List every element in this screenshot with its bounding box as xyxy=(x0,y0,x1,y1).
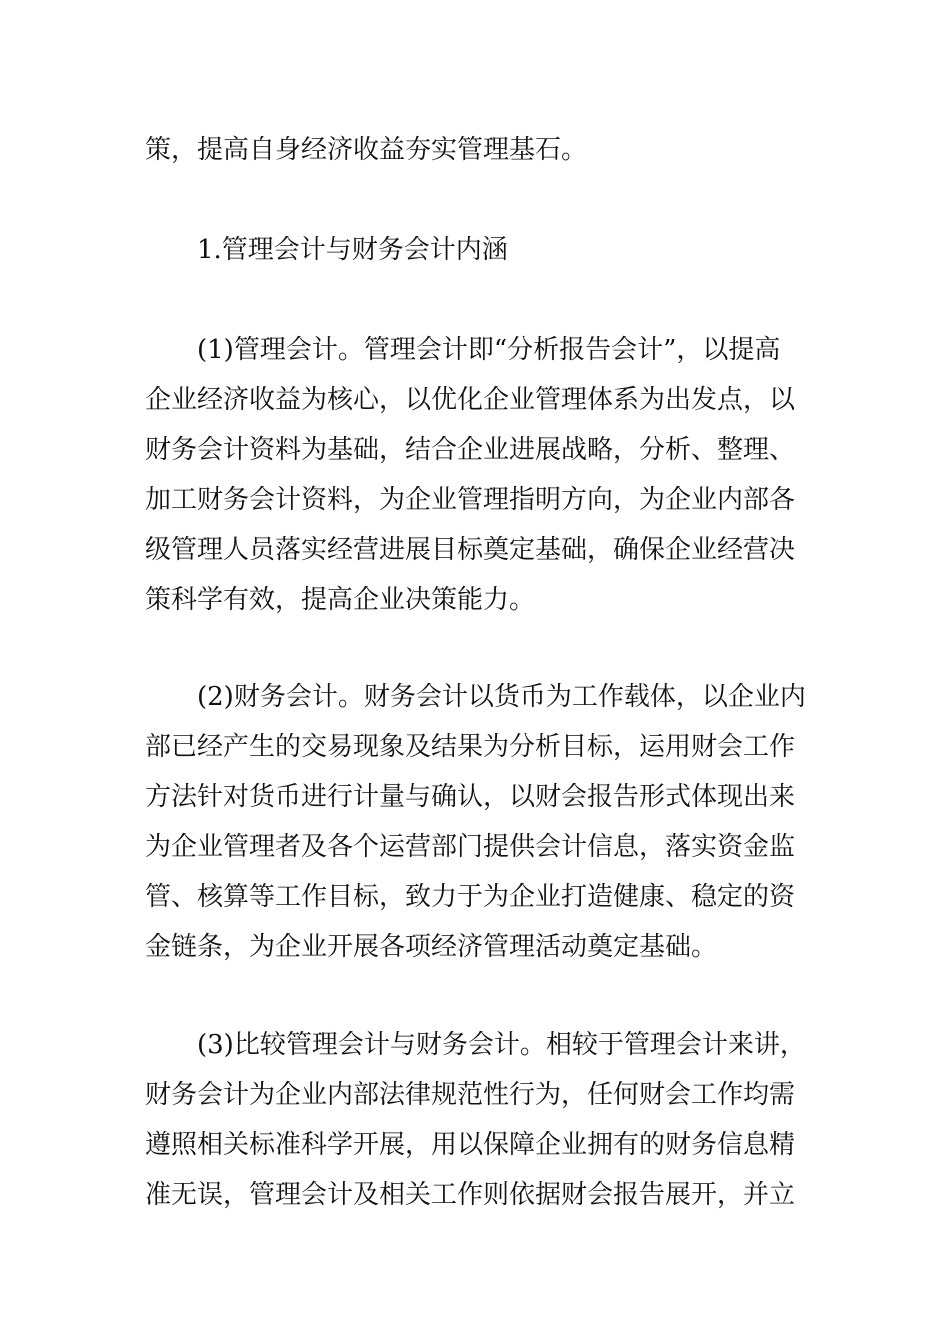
paragraph-line: (1)管理会计。管理会计即“分析报告会计”，以提高 xyxy=(197,335,781,365)
paragraph-line: 部已经产生的交易现象及结果为分析目标，运用财会工作 xyxy=(145,732,796,762)
paragraph-line: 为企业管理者及各个运营部门提供会计信息，落实资金监 xyxy=(145,832,796,862)
paragraph-line: 加工财务会计资料，为企业管理指明方向，为企业内部各 xyxy=(145,485,796,515)
paragraph-line: 准无误，管理会计及相关工作则依据财会报告展开，并立 xyxy=(145,1180,796,1210)
paragraph-line: 策科学有效，提高企业决策能力。 xyxy=(145,585,536,615)
paragraph-line: 企业经济收益为核心，以优化企业管理体系为出发点，以 xyxy=(145,385,796,415)
paragraph-line: 方法针对货币进行计量与确认，以财会报告形式体现出来 xyxy=(145,782,796,812)
paragraph-line: (2)财务会计。财务会计以货币为工作载体，以企业内 xyxy=(197,682,806,712)
paragraph-line: 遵照相关标准科学开展，用以保障企业拥有的财务信息精 xyxy=(145,1130,796,1160)
paragraph-line: 金链条，为企业开展各项经济管理活动奠定基础。 xyxy=(145,932,718,962)
paragraph-line: 财务会计为企业内部法律规范性行为，任何财会工作均需 xyxy=(145,1080,796,1110)
paragraph-line: 财务会计资料为基础，结合企业进展战略，分析、整理、 xyxy=(145,435,796,465)
section-heading: 1.管理会计与财务会计内涵 xyxy=(197,235,508,265)
intro-tail-line: 策，提高自身经济收益夯实管理基石。 xyxy=(145,135,588,165)
paragraph-line: 管、核算等工作目标，致力于为企业打造健康、稳定的资 xyxy=(145,882,796,912)
paragraph-line: 级管理人员落实经营进展目标奠定基础，确保企业经营决 xyxy=(145,535,796,565)
paragraph-line: (3)比较管理会计与财务会计。相较于管理会计来讲， xyxy=(197,1030,806,1060)
